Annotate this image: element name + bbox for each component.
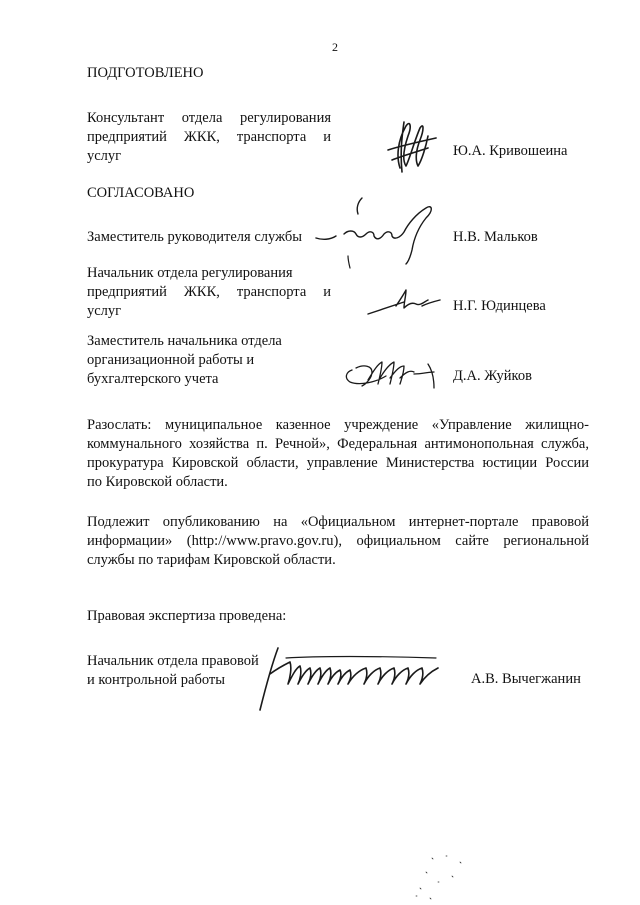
signer-malkov-name: Н.В. Мальков — [453, 229, 538, 245]
distribution-paragraph — [87, 416, 589, 492]
paragraph-line: по Кировской области. — [87, 474, 228, 490]
signer-yudintseva-name: Н.Г. Юдинцева — [453, 298, 546, 314]
signer-zhuykov-position — [87, 332, 282, 389]
position-line: предприятий ЖКК, транспорта и — [87, 129, 331, 145]
legal-review-heading: Правовая экспертиза проведена: — [87, 608, 287, 624]
legal-review-position — [87, 652, 259, 690]
agreed-heading: СОГЛАСОВАНО — [87, 185, 195, 201]
signer-malkov-position: Заместитель руководителя службы — [87, 229, 303, 245]
prepared-position — [87, 109, 331, 166]
position-line: услуг — [87, 303, 122, 319]
publication-paragraph — [87, 513, 589, 570]
prepared-name: Ю.А. Кривошеина — [453, 143, 568, 159]
position-line: организационной работы и — [87, 352, 255, 368]
position-line: Консультант отдела регулирования — [87, 110, 331, 126]
page-number: 2 — [332, 40, 338, 54]
position-line: бухгалтерского учета — [87, 371, 219, 387]
signature-vychegzhanin — [256, 644, 446, 714]
paragraph-line: Разослать: муниципальное казенное учреждение «Управление жилищно- — [87, 417, 589, 433]
position-line: Заместитель начальника отдела — [87, 333, 282, 349]
position-line: и контрольной работы — [87, 672, 225, 688]
legal-review-name: А.В. Вычегжанин — [471, 671, 581, 687]
position-line: услуг — [87, 148, 122, 164]
signature-yudintseva — [366, 288, 446, 318]
signature-krivosheina — [382, 116, 442, 176]
signer-zhuykov-name: Д.А. Жуйков — [453, 368, 532, 384]
paragraph-line: информации» (http://www.pravo.gov.ru), официальном сайте региональной — [87, 533, 589, 549]
paragraph-line: Подлежит опубликованию на «Официальном интернет-портале правовой — [87, 514, 589, 530]
paragraph-line: службы по тарифам Кировской области. — [87, 552, 336, 568]
prepared-heading: ПОДГОТОВЛЕНО — [87, 65, 204, 81]
scan-specks — [412, 852, 482, 902]
signature-zhuykov — [342, 356, 447, 392]
signer-yudintseva-position — [87, 264, 331, 321]
position-line: Начальник отдела правовой — [87, 653, 259, 669]
paragraph-line: прокуратура Кировской области, управление Министерства юстиции России — [87, 455, 589, 471]
position-line: предприятий ЖКК, транспорта и — [87, 284, 331, 300]
signature-malkov — [314, 192, 444, 272]
paragraph-line: коммунального хозяйства п. Речной», Федеральная антимонопольная служба, — [87, 436, 589, 452]
position-line: Начальник отдела регулирования — [87, 265, 293, 281]
